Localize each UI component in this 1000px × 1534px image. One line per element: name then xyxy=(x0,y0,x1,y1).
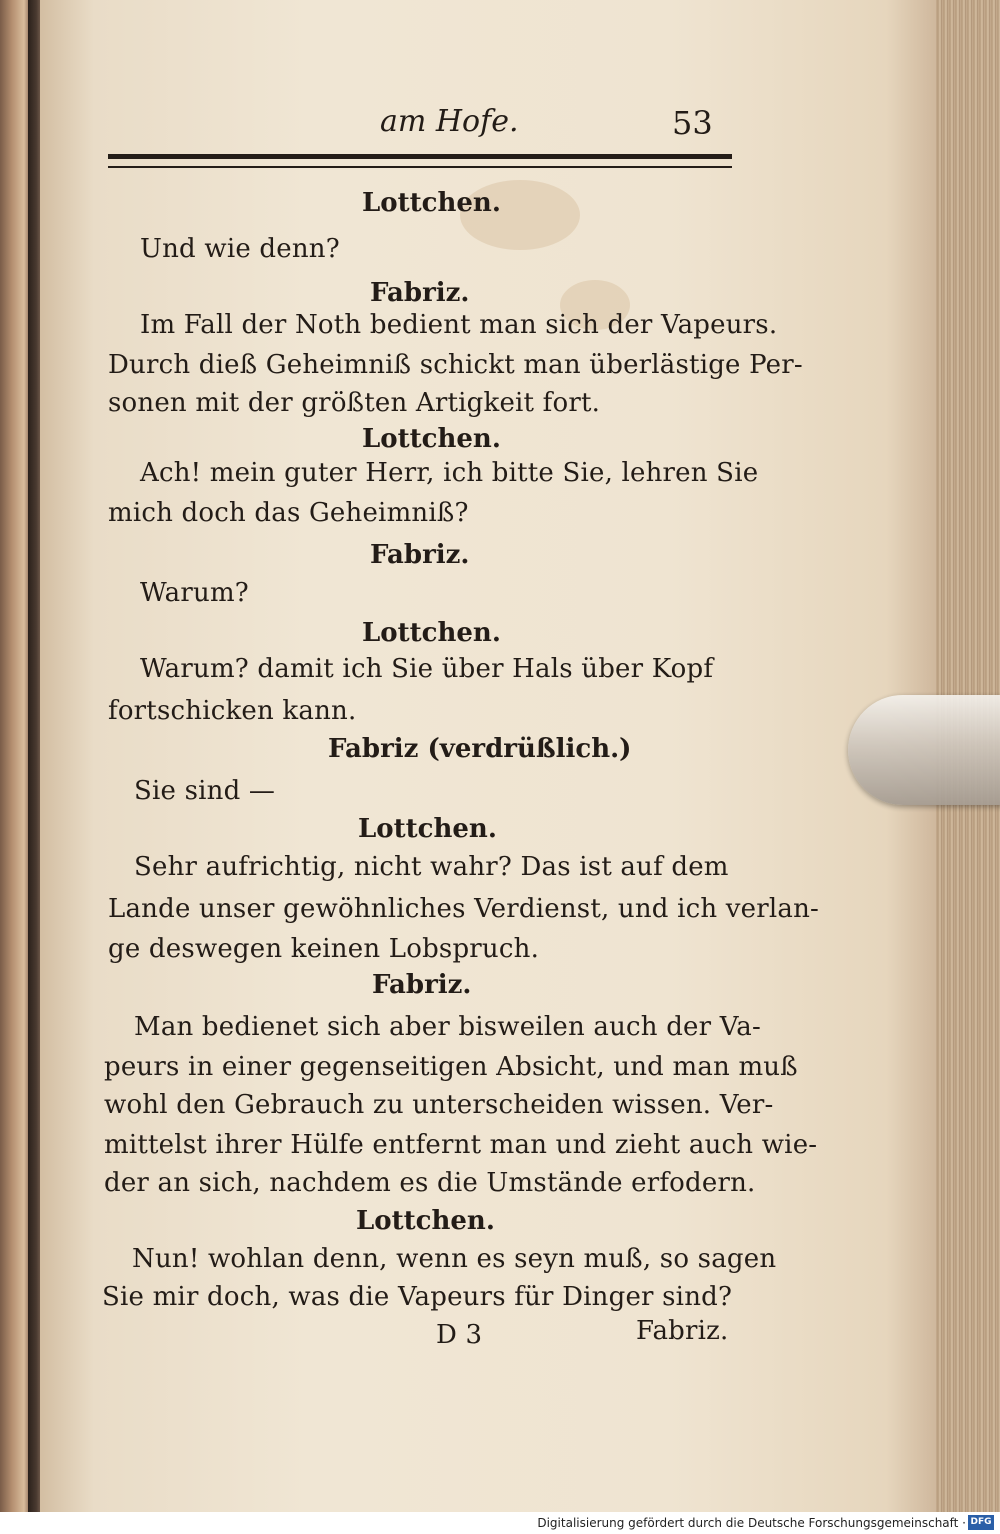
glass-bookmark xyxy=(848,695,1000,805)
running-title: am Hofe. xyxy=(380,104,519,139)
text-line: Sie mir doch, was die Vapeurs für Dinger sind? xyxy=(102,1282,733,1312)
speaker-name: Lottchen. xyxy=(358,814,497,844)
header-rule-thick xyxy=(108,154,732,159)
speaker-name: Fabriz. xyxy=(370,278,470,308)
text-line: peurs in einer gegenseitigen Absicht, und man muß xyxy=(104,1052,798,1082)
text-line: wohl den Gebrauch zu unterscheiden wissen. Ver- xyxy=(104,1090,774,1120)
catchword: Fabriz. xyxy=(636,1316,729,1346)
header-rule-thin xyxy=(108,166,732,168)
text-line: Lande unser gewöhnliches Verdienst, und ich verlan- xyxy=(108,894,820,924)
text-line: Im Fall der Noth bedient man sich der Vapeurs. xyxy=(140,310,778,340)
left-page-edge xyxy=(0,0,30,1512)
speaker-name: Lottchen. xyxy=(362,188,501,218)
page-number: 53 xyxy=(672,104,713,142)
text-line: Sehr aufrichtig, nicht wahr? Das ist auf dem xyxy=(134,852,729,882)
text-line: Durch dieß Geheimniß schickt man überlästige Per- xyxy=(108,350,803,380)
text-line: Nun! wohlan denn, wenn es seyn muß, so sagen xyxy=(132,1244,777,1274)
speaker-name: Fabriz. xyxy=(370,540,470,570)
text-line: Warum? damit ich Sie über Hals über Kopf xyxy=(140,654,714,684)
digitization-credit: Digitalisierung gefördert durch die Deutsche Forschungsgemeinschaft · xyxy=(537,1516,966,1530)
signature-mark: D 3 xyxy=(436,1320,483,1350)
speaker-name: Lottchen. xyxy=(362,618,501,648)
text-line: Warum? xyxy=(140,578,249,608)
speaker-name: Fabriz (verdrüßlich.) xyxy=(328,734,632,764)
text-line: Ach! mein guter Herr, ich bitte Sie, lehren Sie xyxy=(140,458,759,488)
text-line: sonen mit der größten Artigkeit fort. xyxy=(108,388,601,418)
text-line: mich doch das Geheimniß? xyxy=(108,498,469,528)
speaker-name: Lottchen. xyxy=(356,1206,495,1236)
speaker-name: Fabriz. xyxy=(372,970,472,1000)
text-line: fortschicken kann. xyxy=(108,696,357,726)
text-line: der an sich, nachdem es die Umstände erfodern. xyxy=(104,1168,756,1198)
text-line: Man bedienet sich aber bisweilen auch der Va- xyxy=(134,1012,761,1042)
text-line: Sie sind — xyxy=(134,776,276,806)
dfg-logo-icon: DFG xyxy=(968,1515,994,1530)
text-line: mittelst ihrer Hülfe entfernt man und zieht auch wie- xyxy=(104,1130,818,1160)
speaker-name: Lottchen. xyxy=(362,424,501,454)
text-line: Und wie denn? xyxy=(140,234,340,264)
text-line: ge deswegen keinen Lobspruch. xyxy=(108,934,540,964)
